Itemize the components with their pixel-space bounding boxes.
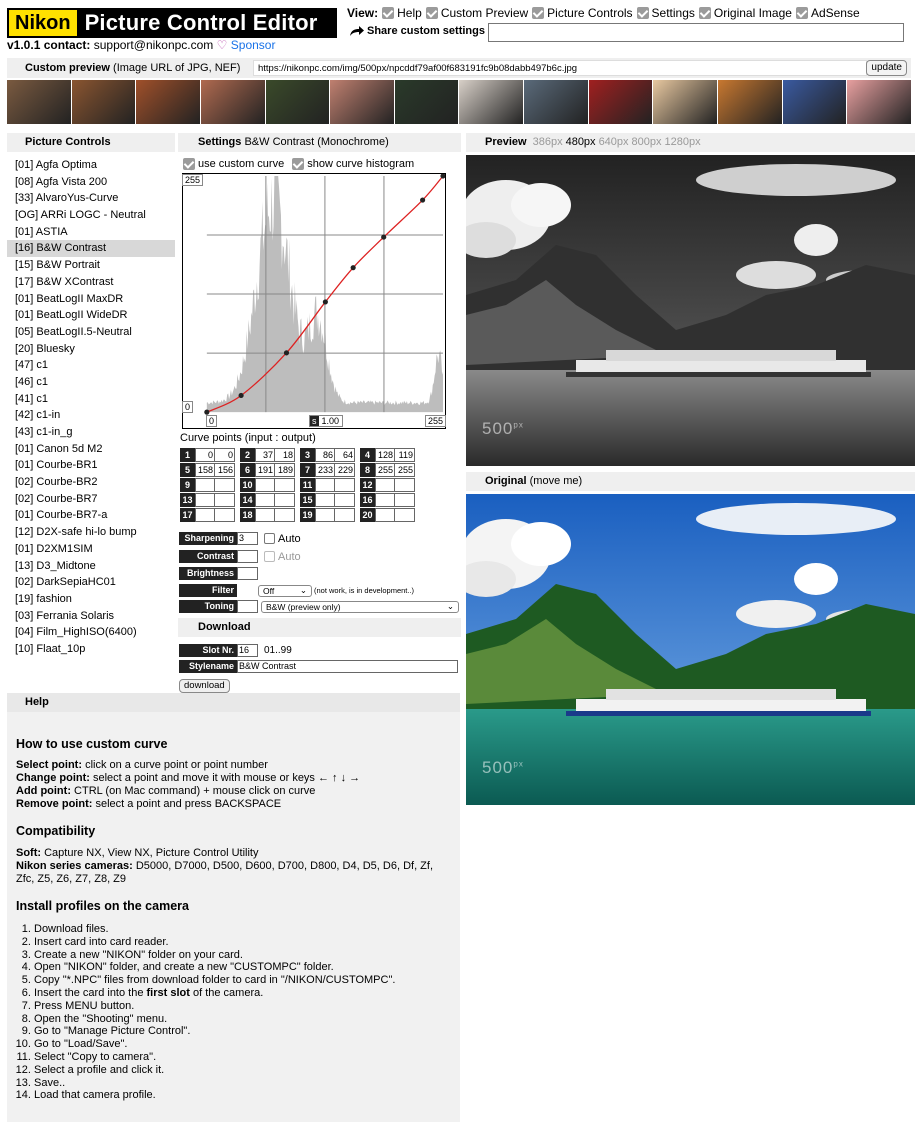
picture-control-item[interactable]: [19] fashion (15, 592, 72, 605)
update-button[interactable]: update (866, 60, 907, 76)
picture-controls-panel (7, 133, 175, 658)
sample-thumbnail[interactable] (783, 80, 847, 124)
curve-point[interactable] (420, 197, 425, 202)
picture-control-item[interactable]: [01] Courbe-BR7-a (15, 509, 108, 522)
toning-label: Toning (179, 600, 237, 613)
version: v1.0.1 (7, 38, 41, 52)
picture-control-item[interactable]: [10] Flaat_10p (15, 642, 86, 655)
checkbox-original-image[interactable] (699, 7, 711, 19)
gamma-field[interactable]: s 1.00 (309, 415, 343, 427)
curve-min-output-label: 0 (182, 401, 193, 413)
use-custom-curve-label: use custom curve (198, 158, 285, 170)
curve-point-cell[interactable]: 18 (240, 508, 298, 522)
checkbox-picture-controls[interactable] (532, 7, 544, 19)
curve-points-grid (180, 448, 418, 522)
sample-thumbnail[interactable] (72, 80, 136, 124)
slot-row (179, 644, 292, 657)
curve-point-cell[interactable]: 3 86 64 (300, 448, 358, 462)
help-line: Select point: click on a curve point or point number (16, 759, 268, 771)
auto-label: Auto (278, 550, 301, 563)
sample-thumbnail[interactable] (266, 80, 330, 124)
picture-control-item[interactable]: [02] Courbe-BR2 (15, 476, 98, 489)
share-settings[interactable] (349, 25, 485, 37)
curve-point-cell[interactable]: 2 37 18 (240, 448, 298, 462)
curve-max-input-label: 255 (425, 415, 446, 427)
curve-point-cell[interactable]: 15 (300, 493, 358, 507)
preview-size-option[interactable]: 1280px (664, 136, 701, 148)
curve-point[interactable] (284, 350, 289, 355)
curve-min-input-label: 0 (206, 415, 217, 427)
view-option-label: Custom Preview (440, 6, 529, 20)
picture-control-item[interactable]: [15] B&W Portrait (15, 259, 100, 272)
preview-size-option[interactable]: 386px (532, 136, 563, 148)
download-title: Download (178, 618, 461, 637)
checkbox-custom-preview[interactable] (426, 7, 438, 19)
contrast-row (179, 550, 301, 563)
install-step: 13. Save.. (34, 1077, 451, 1090)
sharpening-label: Sharpening (179, 532, 237, 545)
original-title[interactable]: Original (move me) (466, 472, 915, 491)
contrast-label: Contrast (179, 550, 237, 563)
install-step: 5. Copy "*.NPC" files from download folder to card in "/NIKON/CUSTOMPC". (34, 974, 451, 987)
help-line: Soft: Capture NX, View NX, Picture Control Utility (16, 847, 259, 859)
checkbox-adsense[interactable] (796, 7, 808, 19)
picture-control-item[interactable]: [01] D2XM1SIM (15, 542, 93, 555)
slot-input[interactable]: 16 (237, 644, 258, 657)
sample-thumbnail[interactable] (524, 80, 588, 124)
install-step: 8. Open the "Shooting" menu. (34, 1013, 451, 1026)
help-heading-curve: How to use custom curve (16, 737, 168, 751)
curve-point[interactable] (239, 393, 244, 398)
install-steps (34, 923, 451, 1102)
picture-control-item[interactable]: [03] Ferrania Solaris (15, 609, 115, 622)
tone-curve-editor[interactable] (182, 173, 446, 429)
preview-size-option[interactable]: 480px (565, 136, 596, 148)
picture-control-item[interactable]: [12] D2X-safe hi-lo bump (15, 526, 137, 539)
curve-max-output-label: 255 (182, 174, 203, 186)
filter-row (179, 584, 414, 597)
picture-control-item[interactable]: [01] Courbe-BR1 (15, 459, 98, 472)
help-line: Remove point: select a point and press BACKSPACE (16, 798, 282, 810)
install-step: 3. Create a new "NIKON" folder on your card. (34, 949, 451, 962)
picture-control-item[interactable]: [42] c1-in (15, 409, 61, 422)
stylename-row (179, 660, 458, 673)
curve-point-cell[interactable]: 16 (360, 493, 418, 507)
sample-thumbnail[interactable] (459, 80, 523, 124)
download-button[interactable]: download (179, 679, 230, 693)
curve-point[interactable] (204, 410, 209, 415)
chevron-down-icon: ⌄ (446, 601, 454, 611)
picture-controls-title: Picture Controls (7, 133, 175, 152)
picture-control-item[interactable]: [01] Canon 5d M2 (15, 442, 103, 455)
contact-email[interactable]: support@nikonpc.com (93, 38, 214, 52)
download-panel (178, 618, 461, 637)
picture-control-item[interactable]: [OG] ARRi LOGC - Neutral (15, 209, 146, 222)
install-step: 14. Load that camera profile. (34, 1089, 451, 1102)
curve-point-cell[interactable]: 7 233 229 (300, 463, 358, 477)
brightness-row (179, 567, 258, 580)
share-arrow-icon (349, 25, 365, 37)
install-step: 11. Select "Copy to camera". (34, 1051, 451, 1064)
view-option-label: Original Image (713, 6, 792, 20)
install-step: 10. Go to "Load/Save". (34, 1038, 451, 1051)
picture-control-item[interactable]: [02] Courbe-BR7 (15, 492, 98, 505)
picture-control-item[interactable]: [02] DarkSepiaHC01 (15, 576, 116, 589)
sharpening-row (179, 532, 301, 545)
curve-point-cell[interactable]: 1 0 0 (180, 448, 238, 462)
contrast-input[interactable] (237, 550, 258, 563)
install-step: 12. Select a profile and click it. (34, 1064, 451, 1077)
curve-points-title: Curve points (input : output) (180, 432, 316, 444)
stylename-label: Stylename (179, 660, 237, 673)
curve-point[interactable] (381, 235, 386, 240)
curve-options (183, 158, 414, 170)
custom-preview-bar (7, 58, 911, 78)
share-label: Share custom settings (367, 25, 485, 37)
view-label: View: (347, 6, 379, 20)
picture-controls-list (7, 157, 175, 658)
sample-thumbnail[interactable] (201, 80, 265, 124)
curve-point[interactable] (323, 299, 328, 304)
preview-size-option[interactable]: 800px (631, 136, 662, 148)
help-title: Help (7, 693, 460, 712)
filter-note: (not work, is in development..) (314, 586, 415, 595)
preview-size-option[interactable]: 640px (598, 136, 629, 148)
picture-control-item[interactable]: [04] Film_HighISO(6400) (15, 626, 137, 639)
original-image (466, 494, 915, 805)
sample-thumbnail[interactable] (395, 80, 459, 124)
sharpening-input[interactable]: 3 (237, 532, 258, 545)
curve-point[interactable] (351, 265, 356, 270)
show-histogram-label: show curve histogram (307, 158, 415, 170)
picture-control-item[interactable]: [01] BeatLogII WideDR (15, 309, 128, 322)
picture-control-item[interactable]: [05] BeatLogII.5-Neutral (15, 325, 132, 338)
chevron-down-icon: ⌄ (299, 585, 307, 595)
picture-control-item[interactable]: [17] B&W XContrast (15, 275, 114, 288)
slot-label: Slot Nr. (179, 644, 237, 657)
view-option-label: Settings (651, 6, 695, 20)
toning-select[interactable]: B&W (preview only) ⌄ (261, 601, 459, 613)
settings-title: Settings B&W Contrast (Monochrome) (178, 133, 461, 152)
picture-control-item[interactable]: [13] D3_Midtone (15, 559, 96, 572)
sharpening-auto-checkbox[interactable] (264, 533, 275, 544)
picture-control-item[interactable]: [43] c1-in_g (15, 426, 73, 438)
curve-point-cell[interactable]: 6 191 189 (240, 463, 298, 477)
curve-point-cell[interactable]: 19 (300, 508, 358, 522)
show-histogram-checkbox[interactable] (292, 158, 304, 170)
contrast-auto-checkbox[interactable] (264, 551, 275, 562)
app-logo (7, 8, 337, 38)
picture-control-item[interactable]: [33] AlvaroYus-Curve (15, 192, 119, 205)
curve-point-cell[interactable]: 17 (180, 508, 238, 522)
curve-point-cell[interactable]: 10 (240, 478, 298, 492)
curve-point-cell[interactable]: 12 (360, 478, 418, 492)
curve-point-cell[interactable]: 5 158 156 (180, 463, 238, 477)
preview-image (466, 155, 915, 466)
help-line: Change point: select a point and move it with mouse or keys ← ↑ ↓ → (16, 772, 361, 784)
sample-thumbnail[interactable] (847, 80, 911, 124)
checkbox-settings[interactable] (637, 7, 649, 19)
sponsor-link[interactable]: Sponsor (230, 38, 276, 52)
install-step: 9. Go to "Manage Picture Control". (34, 1025, 451, 1038)
help-line: Nikon series cameras: D5000, D7000, D500, D600, D700, D800, D4, D5, D6, Df, Zf, Zfc, Z5, Z6, Z7, Z8, Z9 (16, 860, 434, 885)
picture-control-item[interactable]: [01] BeatLogII MaxDR (15, 292, 124, 305)
brand-logo: Nikon (9, 10, 77, 36)
help-heading-compat: Compatibility (16, 824, 96, 838)
watermark: $500^{px}$ (482, 758, 524, 777)
picture-control-item[interactable]: [41] c1 (15, 392, 49, 405)
picture-control-item[interactable]: [01] ASTIA (15, 225, 68, 238)
picture-control-item[interactable]: [47] c1 (15, 359, 49, 372)
contact-label: contact: (43, 38, 91, 52)
use-custom-curve-checkbox[interactable] (183, 158, 195, 170)
curve-point-cell[interactable]: 11 (300, 478, 358, 492)
original-panel (466, 472, 915, 491)
picture-control-item[interactable]: [01] Agfa Optima (15, 159, 97, 171)
sample-thumbnail[interactable] (330, 80, 394, 124)
preview-title: Preview 386px 480px 640px 800px 1280px (466, 133, 915, 152)
toning-swatch[interactable] (237, 600, 258, 613)
brightness-input[interactable] (237, 567, 258, 580)
brightness-label: Brightness (179, 567, 237, 580)
help-line: Add point: CTRL (on Mac command) + mouse click on curve (16, 785, 316, 797)
auto-label: Auto (278, 532, 301, 545)
app-title: Picture Control Editor (84, 10, 318, 35)
sample-thumbnails (7, 80, 911, 124)
install-step: 6. Insert the card into the first slot of the camera. (34, 987, 451, 1000)
heart-icon: ♡ (216, 38, 228, 52)
curve-point-cell[interactable]: 9 (180, 478, 238, 492)
help-heading-install: Install profiles on the camera (16, 899, 189, 913)
curve-point[interactable] (440, 173, 445, 178)
version-line (7, 38, 275, 52)
picture-control-item[interactable]: [16] B&W Contrast (7, 240, 175, 257)
share-url-input[interactable] (488, 23, 904, 42)
image-url-input[interactable]: https://nikonpc.com/img/500px/npcddf79af00f683191fc9b08dabb497b6c.jpg (253, 60, 867, 76)
stylename-input[interactable]: B&W Contrast (237, 660, 458, 673)
picture-control-item[interactable]: [46] c1 (15, 375, 49, 388)
help-panel (7, 693, 460, 1122)
curve-point-cell[interactable]: 13 (180, 493, 238, 507)
slot-range: 01..99 (264, 645, 292, 656)
view-option-label: Help (397, 6, 422, 20)
sample-thumbnail[interactable] (718, 80, 782, 124)
curve-point-cell[interactable]: 4 128 119 (360, 448, 418, 462)
preview-panel (466, 133, 915, 152)
curve-point-cell[interactable]: 14 (240, 493, 298, 507)
sample-thumbnail[interactable] (7, 80, 71, 124)
checkbox-help[interactable] (382, 7, 394, 19)
sample-thumbnail[interactable] (653, 80, 717, 124)
watermark: $500^{px}$ (482, 419, 524, 438)
sample-thumbnail[interactable] (589, 80, 653, 124)
settings-panel (178, 133, 461, 152)
view-option-label: Picture Controls (547, 6, 633, 20)
view-option-label: AdSense (810, 6, 860, 20)
filter-label: Filter (179, 584, 237, 597)
picture-control-item[interactable]: [08] Agfa Vista 200 (15, 175, 108, 188)
custom-preview-label: Custom preview (Image URL of JPG, NEF) (25, 62, 241, 74)
picture-control-item[interactable]: [20] Bluesky (15, 342, 75, 355)
install-step: 7. Press MENU button. (34, 1000, 451, 1013)
install-step: 2. Insert card into card reader. (34, 936, 451, 949)
curve-point-cell[interactable]: 20 (360, 508, 418, 522)
install-step: 1. Download files. (34, 923, 451, 936)
install-step: 4. Open "NIKON" folder, and create a new "CUSTOMPC" folder. (34, 961, 451, 974)
toning-row (179, 600, 459, 613)
filter-select[interactable]: Off ⌄ (258, 585, 312, 597)
curve-point-cell[interactable]: 8 255 255 (360, 463, 418, 477)
view-options (347, 6, 860, 20)
sample-thumbnail[interactable] (136, 80, 200, 124)
